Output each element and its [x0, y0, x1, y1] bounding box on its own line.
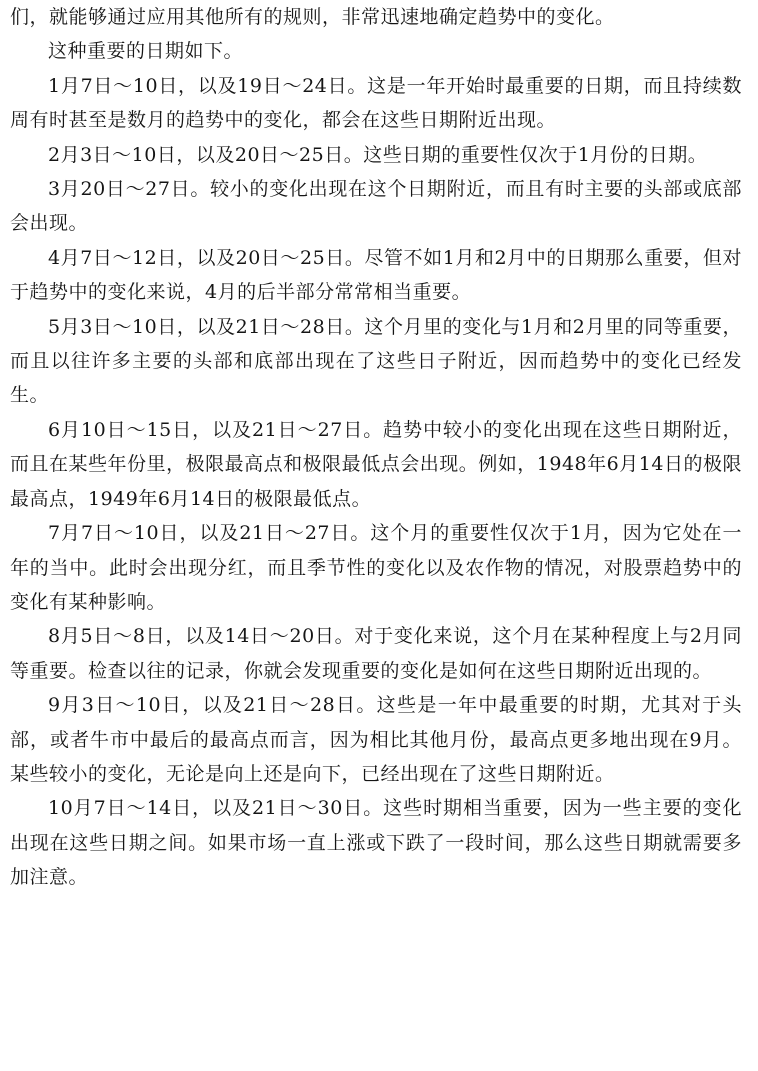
- paragraph-intro: 这种重要的日期如下。: [48, 40, 244, 63]
- paragraph-may: 5月3日～10日，以及21日～28日。这个月里的变化与1月和2月里的同等重要，而且以往许多主要的头部和底部出现在了这些日子附近，因而趋势中的变化已经发生。: [10, 315, 742, 407]
- paragraph-july: 7月7日～10日，以及21日～27日。这个月的重要性仅次于1月，因为它处在一年的当中。此时会出现分红，而且季节性的变化以及农作物的情况，对股票趋势中的变化有某种影响。: [10, 522, 742, 613]
- paragraph-february: 2月3日～10日，以及20日～25日。这些日期的重要性仅次于1月份的日期。: [48, 143, 708, 166]
- paragraph-september: 9月3日～10日，以及21日～28日。这些是一年中最重要的时期，尤其对于头部，或者牛市中最后的最高点而言，因为相比其他月份，最高点更多地出现在9月。某些较小的变化，无论是向上还是向下，已经出现在了这些日期附近。: [10, 694, 742, 785]
- paragraph-continuation: 们，就能够通过应用其他所有的规则，非常迅速地确定趋势中的变化。: [10, 6, 615, 28]
- paragraph-october: 10月7日～14日，以及21日～30日。这些时期相当重要，因为一些主要的变化出现在这些日期之间。如果市场一直上涨或下跌了一段时间，那么这些日期就需要多加注意。: [10, 797, 742, 889]
- paragraph-june: 6月10日～15日，以及21日～27日。趋势中较小的变化出现在这些日期附近，而且在某些年份里，极限最高点和极限最低点会出现。例如，1948年6月14日的极限最高点，1949年6月14日的极限最低点。: [10, 418, 742, 510]
- paragraph-january: 1月7日～10日，以及19日～24日。这是一年开始时最重要的日期，而且持续数周有时甚至是数月的趋势中的变化，都会在这些日期附近出现。: [10, 74, 742, 132]
- paragraph-april: 4月7日～12日，以及20日～25日。尽管不如1月和2月中的日期那么重要，但对于趋势中的变化来说，4月的后半部分常常相当重要。: [10, 246, 742, 304]
- paragraph-march: 3月20日～27日。较小的变化出现在这个日期附近，而且有时主要的头部或底部会出现。: [10, 178, 742, 235]
- paragraph-august: 8月5日～8日，以及14日～20日。对于变化来说，这个月在某种程度上与2月同等重要。检查以往的记录，你就会发现重要的变化是如何在这些日期附近出现的。: [10, 625, 742, 682]
